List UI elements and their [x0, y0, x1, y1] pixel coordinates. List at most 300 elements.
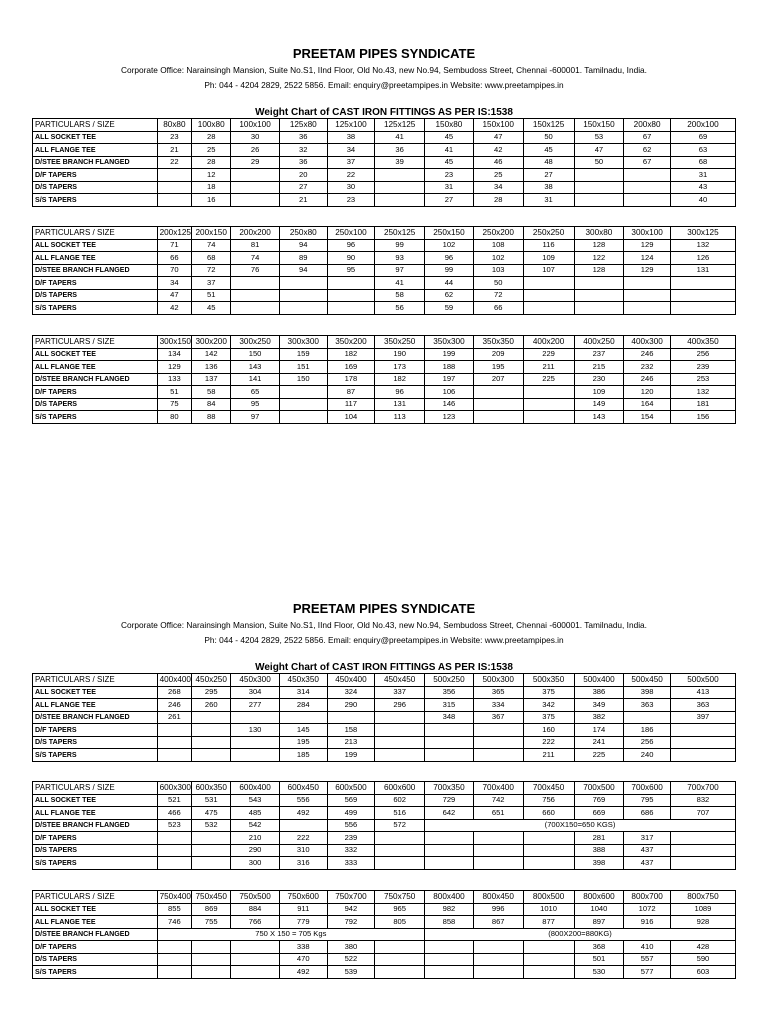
value-cell: 669	[574, 807, 624, 820]
size-header-cell: 600x350	[192, 782, 231, 795]
value-cell: 93	[375, 252, 425, 265]
size-header-cell: 200x100	[670, 119, 735, 132]
value-cell: 572	[375, 819, 425, 832]
value-cell: 209	[473, 348, 523, 361]
size-header-cell: 300x100	[624, 227, 671, 240]
value-cell: 858	[425, 916, 474, 929]
row-label: S/S TAPERS	[33, 411, 158, 424]
size-header-cell: 500x350	[523, 674, 574, 687]
value-cell: 37	[327, 156, 375, 169]
value-cell: 51	[157, 386, 192, 399]
value-cell	[192, 736, 231, 749]
value-cell: 75	[157, 398, 192, 411]
value-cell	[375, 181, 425, 194]
value-cell: 182	[375, 373, 425, 386]
value-cell	[574, 289, 624, 302]
value-cell: 348	[425, 711, 474, 724]
value-cell: 897	[574, 916, 624, 929]
size-header-cell: 125x100	[327, 119, 375, 132]
value-cell: 28	[192, 131, 231, 144]
value-cell: 95	[231, 398, 280, 411]
span-note-cell: 750 X 150 = 705 Kgs	[157, 928, 425, 941]
size-header-cell: 150x100	[473, 119, 523, 132]
table-row	[33, 289, 736, 302]
value-cell: 795	[624, 794, 671, 807]
value-cell	[473, 966, 523, 979]
value-cell: 99	[425, 264, 474, 277]
value-cell: 222	[523, 736, 574, 749]
value-cell: 129	[624, 239, 671, 252]
value-cell: 766	[231, 916, 280, 929]
weight-table	[32, 781, 736, 870]
table-header-row	[33, 119, 736, 132]
value-cell: 916	[624, 916, 671, 929]
value-cell: 304	[231, 686, 280, 699]
value-cell: 150	[279, 373, 327, 386]
size-header-cell: 200x80	[624, 119, 671, 132]
value-cell: 485	[231, 807, 280, 820]
value-cell: 222	[279, 832, 327, 845]
value-cell	[157, 941, 192, 954]
value-cell: 240	[624, 749, 671, 762]
value-cell: 190	[375, 348, 425, 361]
size-header-cell: 300x250	[231, 336, 280, 349]
table-row	[33, 348, 736, 361]
value-cell: 501	[574, 953, 624, 966]
size-header-cell: 750x750	[375, 891, 425, 904]
value-cell: 314	[279, 686, 327, 699]
row-label: ALL SOCKET TEE	[33, 903, 158, 916]
size-header-cell: 300x125	[670, 227, 735, 240]
size-header-cell: 500x400	[574, 674, 624, 687]
value-cell	[192, 749, 231, 762]
table-header-row	[33, 227, 736, 240]
value-cell: 94	[279, 264, 327, 277]
value-cell: 87	[327, 386, 375, 399]
value-cell	[375, 724, 425, 737]
value-cell	[375, 832, 425, 845]
value-cell: 104	[327, 411, 375, 424]
value-cell	[670, 302, 735, 315]
value-cell: 215	[574, 361, 624, 374]
value-cell: 178	[327, 373, 375, 386]
row-label: ALL FLANGE TEE	[33, 699, 158, 712]
value-cell	[375, 844, 425, 857]
value-cell: 120	[624, 386, 671, 399]
value-cell	[523, 966, 574, 979]
value-cell: 18	[192, 181, 231, 194]
value-cell	[327, 302, 375, 315]
value-cell: 66	[157, 252, 192, 265]
value-cell: 117	[327, 398, 375, 411]
row-label: D/STEE BRANCH FLANGED	[33, 156, 158, 169]
size-header-cell: 450x450	[375, 674, 425, 687]
value-cell: 382	[574, 711, 624, 724]
value-cell: 47	[473, 131, 523, 144]
value-cell: 50	[574, 156, 624, 169]
table-row	[33, 411, 736, 424]
value-cell: 28	[473, 194, 523, 207]
weight-table	[32, 118, 736, 207]
value-cell: 102	[473, 252, 523, 265]
value-cell	[624, 289, 671, 302]
value-cell: 122	[574, 252, 624, 265]
value-cell: 324	[327, 686, 375, 699]
row-label: ALL FLANGE TEE	[33, 144, 158, 157]
value-cell: 261	[157, 711, 192, 724]
value-cell: 792	[327, 916, 375, 929]
value-cell: 159	[279, 348, 327, 361]
value-cell: 197	[425, 373, 474, 386]
value-cell: 74	[231, 252, 280, 265]
size-header-cell: 500x250	[425, 674, 474, 687]
value-cell: 182	[327, 348, 375, 361]
size-header-cell: 300x300	[279, 336, 327, 349]
value-cell: 34	[157, 277, 192, 290]
value-cell: 56	[375, 302, 425, 315]
value-cell	[473, 398, 523, 411]
value-cell: 47	[157, 289, 192, 302]
value-cell: 499	[327, 807, 375, 820]
size-header-cell: 700x700	[670, 782, 735, 795]
row-label: D/STEE BRANCH FLANGED	[33, 819, 158, 832]
value-cell	[425, 966, 474, 979]
value-cell: 134	[157, 348, 192, 361]
value-cell	[425, 724, 474, 737]
value-cell: 62	[624, 144, 671, 157]
value-cell: 31	[670, 169, 735, 182]
value-cell: 169	[327, 361, 375, 374]
value-cell: 290	[231, 844, 280, 857]
value-cell: 363	[624, 699, 671, 712]
value-cell: 281	[574, 832, 624, 845]
value-cell: 877	[523, 916, 574, 929]
value-cell: 67	[624, 131, 671, 144]
value-cell: 542	[231, 819, 280, 832]
row-label: D/F TAPERS	[33, 277, 158, 290]
value-cell	[375, 711, 425, 724]
table-row	[33, 903, 736, 916]
size-header-cell: 700x500	[574, 782, 624, 795]
value-cell: 68	[192, 252, 231, 265]
value-cell: 160	[523, 724, 574, 737]
value-cell: 74	[192, 239, 231, 252]
value-cell	[279, 277, 327, 290]
value-cell: 466	[157, 807, 192, 820]
value-cell: 76	[231, 264, 280, 277]
value-cell: 128	[574, 264, 624, 277]
value-cell	[425, 832, 474, 845]
value-cell: 40	[670, 194, 735, 207]
value-cell: 126	[670, 252, 735, 265]
value-cell: 68	[670, 156, 735, 169]
value-cell: 12	[192, 169, 231, 182]
value-cell: 577	[624, 966, 671, 979]
size-header-cell: 300x80	[574, 227, 624, 240]
value-cell: 88	[192, 411, 231, 424]
value-cell: 310	[279, 844, 327, 857]
value-cell: 492	[279, 807, 327, 820]
size-header-cell: 700x600	[624, 782, 671, 795]
row-label: S/S TAPERS	[33, 857, 158, 870]
value-cell	[231, 302, 280, 315]
value-cell: 316	[279, 857, 327, 870]
value-cell	[231, 941, 280, 954]
size-header-cell: 450x300	[231, 674, 280, 687]
value-cell: 158	[327, 724, 375, 737]
value-cell: 543	[231, 794, 280, 807]
value-cell	[473, 749, 523, 762]
value-cell	[523, 289, 574, 302]
weight-table	[32, 226, 736, 315]
size-header-cell: 450x250	[192, 674, 231, 687]
value-cell: 109	[523, 252, 574, 265]
value-cell: 996	[473, 903, 523, 916]
value-cell: 72	[192, 264, 231, 277]
value-cell: 246	[624, 373, 671, 386]
row-label: S/S TAPERS	[33, 749, 158, 762]
value-cell: 16	[192, 194, 231, 207]
value-cell: 38	[327, 131, 375, 144]
value-cell: 253	[670, 373, 735, 386]
value-cell	[279, 289, 327, 302]
value-cell	[670, 724, 735, 737]
value-cell	[157, 966, 192, 979]
value-cell: 246	[157, 699, 192, 712]
size-header-cell: 600x600	[375, 782, 425, 795]
row-label: ALL SOCKET TEE	[33, 348, 158, 361]
value-cell: 80	[157, 411, 192, 424]
size-header-cell: 700x400	[473, 782, 523, 795]
size-header-cell: 400x200	[523, 336, 574, 349]
value-cell: 50	[473, 277, 523, 290]
value-cell: 132	[670, 239, 735, 252]
value-cell: 42	[157, 302, 192, 315]
value-cell	[157, 736, 192, 749]
value-cell: 20	[279, 169, 327, 182]
size-header-cell: 500x300	[473, 674, 523, 687]
table-row	[33, 169, 736, 182]
value-cell: 277	[231, 699, 280, 712]
value-cell: 869	[192, 903, 231, 916]
chart-sheet	[0, 601, 768, 1001]
contact-line: Ph: 044 - 4204 2829, 2522 5856. Email: enquiry@preetampipes.in Website: www.preetampipes.in	[204, 635, 564, 645]
value-cell: 769	[574, 794, 624, 807]
value-cell: 109	[574, 386, 624, 399]
size-header-cell: 250x250	[523, 227, 574, 240]
value-cell	[231, 749, 280, 762]
value-cell: 1072	[624, 903, 671, 916]
value-cell: 41	[425, 144, 474, 157]
value-cell	[231, 277, 280, 290]
value-cell: 151	[279, 361, 327, 374]
value-cell: 380	[327, 941, 375, 954]
table-row	[33, 928, 736, 941]
value-cell: 375	[523, 711, 574, 724]
size-header-cell: 400x400	[157, 674, 192, 687]
value-cell: 531	[192, 794, 231, 807]
table-row	[33, 386, 736, 399]
value-cell: 89	[279, 252, 327, 265]
value-cell: 132	[670, 386, 735, 399]
table-row	[33, 749, 736, 762]
value-cell	[624, 277, 671, 290]
value-cell: 237	[574, 348, 624, 361]
row-label: D/F TAPERS	[33, 386, 158, 399]
value-cell	[624, 302, 671, 315]
value-cell	[523, 844, 574, 857]
value-cell: 37	[192, 277, 231, 290]
size-header-cell: 750x600	[279, 891, 327, 904]
value-cell	[670, 857, 735, 870]
value-cell	[375, 953, 425, 966]
value-cell	[279, 386, 327, 399]
value-cell: 755	[192, 916, 231, 929]
size-header-cell: 600x400	[231, 782, 280, 795]
value-cell: 58	[375, 289, 425, 302]
value-cell: 99	[375, 239, 425, 252]
row-label: S/S TAPERS	[33, 966, 158, 979]
table-row	[33, 699, 736, 712]
value-cell: 133	[157, 373, 192, 386]
value-cell: 45	[425, 131, 474, 144]
value-cell: 965	[375, 903, 425, 916]
value-cell: 137	[192, 373, 231, 386]
value-cell	[231, 194, 280, 207]
value-cell: 69	[670, 131, 735, 144]
value-cell: 317	[624, 832, 671, 845]
value-cell: 437	[624, 857, 671, 870]
value-cell: 103	[473, 264, 523, 277]
value-cell: 229	[523, 348, 574, 361]
table-row	[33, 144, 736, 157]
size-header-cell: 800x450	[473, 891, 523, 904]
value-cell	[375, 966, 425, 979]
value-cell: 173	[375, 361, 425, 374]
value-cell: 367	[473, 711, 523, 724]
value-cell: 365	[473, 686, 523, 699]
value-cell: 556	[327, 819, 375, 832]
value-cell: 32	[279, 144, 327, 157]
value-cell	[192, 724, 231, 737]
table-header-row	[33, 674, 736, 687]
value-cell	[425, 749, 474, 762]
value-cell	[425, 857, 474, 870]
table-header-row	[33, 891, 736, 904]
value-cell	[473, 941, 523, 954]
value-cell	[670, 736, 735, 749]
row-label: D/S TAPERS	[33, 289, 158, 302]
value-cell: 102	[425, 239, 474, 252]
table-row	[33, 264, 736, 277]
weight-chart-title: Weight Chart of CAST IRON FITTINGS AS PER IS:1538	[255, 107, 513, 118]
value-cell: 397	[670, 711, 735, 724]
size-header-cell: 125x80	[279, 119, 327, 132]
value-cell: 23	[327, 194, 375, 207]
value-cell: 284	[279, 699, 327, 712]
value-cell: 942	[327, 903, 375, 916]
value-cell: 29	[231, 156, 280, 169]
value-cell: 388	[574, 844, 624, 857]
value-cell: 58	[192, 386, 231, 399]
value-cell: 146	[425, 398, 474, 411]
value-cell	[375, 169, 425, 182]
value-cell	[670, 277, 735, 290]
value-cell	[157, 832, 192, 845]
value-cell: 928	[670, 916, 735, 929]
value-cell	[473, 953, 523, 966]
chart-sheet	[0, 46, 768, 446]
table-row	[33, 156, 736, 169]
value-cell: 660	[523, 807, 574, 820]
table-row	[33, 966, 736, 979]
value-cell: 333	[327, 857, 375, 870]
value-cell: 25	[192, 144, 231, 157]
size-header-cell: 750x400	[157, 891, 192, 904]
value-cell	[425, 844, 474, 857]
value-cell	[425, 941, 474, 954]
row-label: ALL SOCKET TEE	[33, 686, 158, 699]
value-cell	[327, 277, 375, 290]
value-cell: 225	[574, 749, 624, 762]
value-cell: 113	[375, 411, 425, 424]
value-cell: 686	[624, 807, 671, 820]
value-cell: 36	[279, 156, 327, 169]
value-cell: 150	[231, 348, 280, 361]
value-cell	[473, 386, 523, 399]
value-cell: 97	[231, 411, 280, 424]
value-cell	[157, 169, 192, 182]
value-cell: 25	[473, 169, 523, 182]
corporate-office-address: Corporate Office: Narainsingh Mansion, Suite No.S1, IInd Floor, Old No.43, new No.94, Sembudoss Street, Chennai -600001. Tamilnadu, India.	[121, 620, 647, 630]
value-cell: 142	[192, 348, 231, 361]
value-cell	[157, 181, 192, 194]
row-label: ALL FLANGE TEE	[33, 361, 158, 374]
particulars-size-header: PARTICULARS / SIZE	[33, 674, 158, 687]
value-cell: 211	[523, 749, 574, 762]
value-cell: 911	[279, 903, 327, 916]
value-cell	[425, 953, 474, 966]
value-cell: 707	[670, 807, 735, 820]
value-cell	[670, 289, 735, 302]
value-cell	[375, 749, 425, 762]
row-label: D/S TAPERS	[33, 953, 158, 966]
row-label: D/S TAPERS	[33, 844, 158, 857]
table-row	[33, 807, 736, 820]
value-cell: 375	[523, 686, 574, 699]
value-cell: 239	[670, 361, 735, 374]
size-header-cell: 400x300	[624, 336, 671, 349]
value-cell	[473, 736, 523, 749]
size-header-cell: 200x200	[231, 227, 280, 240]
value-cell: 530	[574, 966, 624, 979]
size-header-cell: 350x200	[327, 336, 375, 349]
particulars-size-header: PARTICULARS / SIZE	[33, 227, 158, 240]
size-header-cell: 150x80	[425, 119, 474, 132]
value-cell	[279, 819, 327, 832]
size-header-cell: 300x200	[192, 336, 231, 349]
value-cell: 129	[157, 361, 192, 374]
size-header-cell: 200x125	[157, 227, 192, 240]
value-cell: 30	[327, 181, 375, 194]
value-cell	[670, 832, 735, 845]
value-cell: 225	[523, 373, 574, 386]
value-cell: 47	[574, 144, 624, 157]
value-cell	[157, 724, 192, 737]
table-row	[33, 711, 736, 724]
table-row	[33, 953, 736, 966]
particulars-size-header: PARTICULARS / SIZE	[33, 782, 158, 795]
